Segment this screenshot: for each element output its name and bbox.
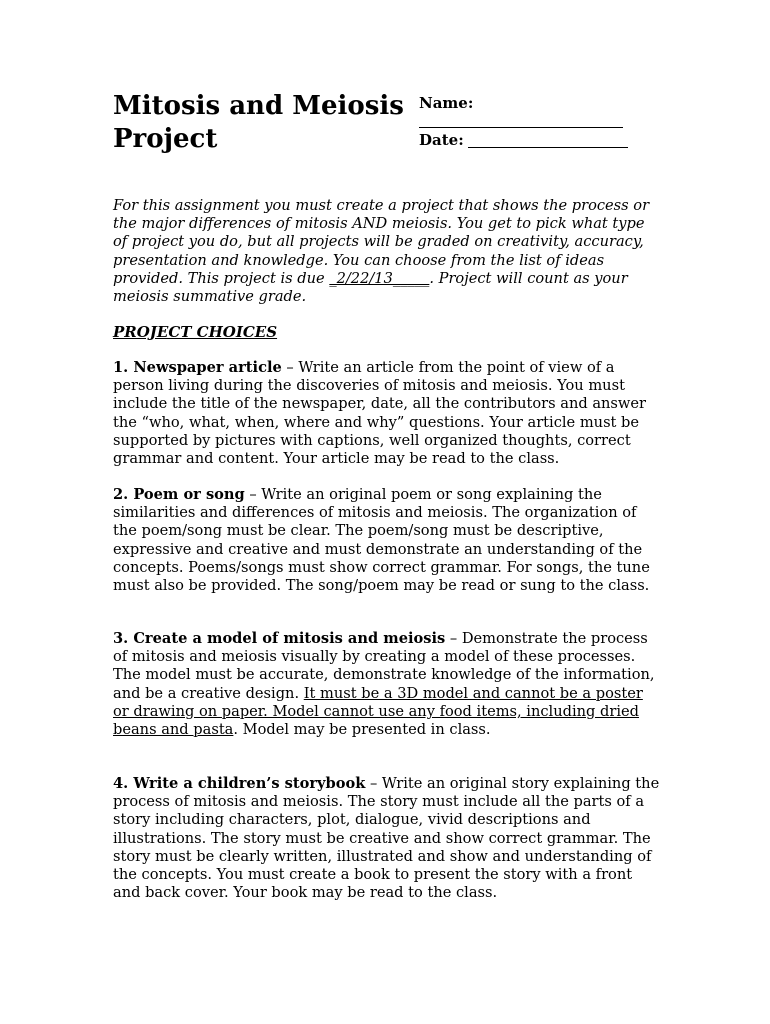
due-date: _2/22/13_____	[329, 269, 430, 287]
choice-poem-or-song	[113, 486, 661, 595]
intro-text-start: For this assignment you must create a project that shows the process or the major differences of mitosis AND meiosis. You get to pick what type of project you do, but all projects will be graded on creativity, accuracy, presentation and knowledge. You can choose from the list of ideas provided. This project is due	[113, 197, 650, 287]
choice-description: – Write an original poem or song explaining the similarities and differences of mitosis and meiosis. The organization of the poem/song must be clear. The poem/song must be descriptive, expressive and creative and must demonstrate an understanding of the concepts. Poems/songs must show correct grammar. For songs, the tune must also be provided. The song/poem may be read or sung to the class.	[113, 486, 650, 595]
choice-model-requirement: It must be a 3D model and cannot be a poster or drawing on paper. Model cannot use any food items, including dried beans and pasta	[113, 684, 643, 739]
name-label: Name:	[419, 94, 474, 112]
title-line-2: Project	[113, 124, 218, 154]
intro-paragraph	[113, 197, 661, 306]
choice-title: 1. Newspaper article	[113, 359, 282, 376]
intro-text-end: . Project will count as your meiosis summative grade.	[113, 269, 628, 306]
choice-title: 3. Create a model of mitosis and meiosis	[113, 630, 446, 647]
date-label: Date:	[419, 131, 464, 149]
choice-description-end: . Model may be presented in class.	[233, 721, 491, 739]
date-blank-line	[468, 147, 628, 148]
choice-childrens-storybook	[113, 775, 661, 902]
choice-newspaper-article	[113, 359, 661, 468]
name-blank-line	[419, 127, 623, 128]
title-line-1: Mitosis and Meiosis	[113, 91, 404, 121]
choice-description: – Demonstrate the process of mitosis and meiosis visually by creating a model of these processes. The model must be accurate, demonstrate knowledge of the information, and be a creative design.	[113, 630, 655, 702]
choice-description: – Write an article from the point of view of a person living during the discoveries of mitosis and meiosis. You must include the title of the newspaper, date, all the contributors and answer the “who, what, when, where and why” questions. Your article must be supported by pictures with captions, well organized thoughts, correct grammar and content. Your article may be read to the class.	[113, 359, 647, 468]
project-choices-heading: PROJECT CHOICES	[113, 323, 278, 341]
choice-title: 4. Write a children’s storybook	[113, 775, 366, 792]
choice-title: 2. Poem or song	[113, 486, 245, 503]
choice-description: – Write an original story explaining the process of mitosis and meiosis. The story must include all the parts of a story including characters, plot, dialogue, vivid descriptions and illustrations. The story must be creative and show correct grammar. The story must be clearly written, illustrated and show and understanding of the concepts. You must create a book to present the story with a front and back cover. Your book may be read to the class.	[113, 775, 660, 902]
document-title	[113, 90, 413, 156]
choice-model	[113, 630, 661, 739]
